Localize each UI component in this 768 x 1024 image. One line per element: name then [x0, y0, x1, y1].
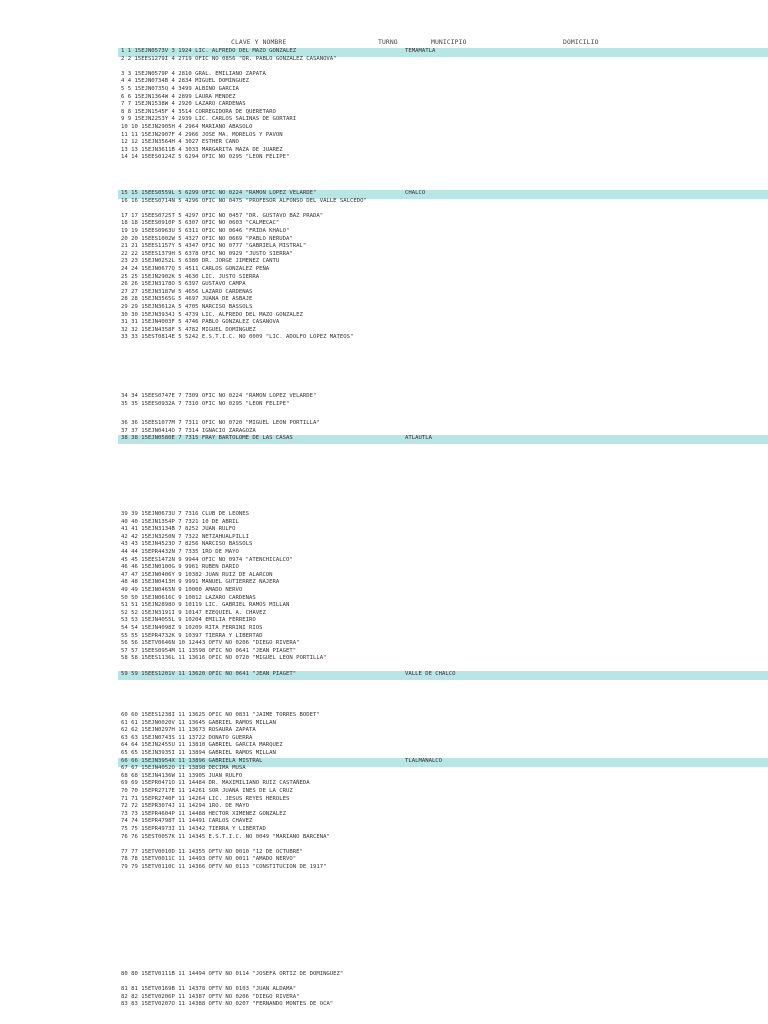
- table-row: [118, 727, 768, 734]
- row-clave-nombre: 49 49 15EJN0465N 9 10000 AMADO NERVO: [121, 587, 243, 593]
- table-row: [118, 811, 768, 818]
- row-clave-nombre: 39 39 15EJN0673U 7 7316 CLUB DE LEONES: [121, 511, 249, 517]
- row-clave-nombre: 78 78 15ETV0011C 11 14493 OFTV NO 0011 "AMADO NERVO": [121, 856, 297, 863]
- row-clave-nombre: 28 28 15EJN3565G 5 4697 JUANA DE ASBAJE: [121, 296, 253, 303]
- row-clave-nombre: 44 44 15EPR4432N 7 7335 1RO DE MAYO: [121, 549, 239, 555]
- row-clave-nombre: 35 35 15EES0932A 7 7310 OFIC NO 0295 "LEON FELIPE": [121, 400, 290, 407]
- table-row: [118, 735, 768, 742]
- table-row: [118, 633, 768, 640]
- row-clave-nombre: 23 23 15EJN0252L 5 6380 DR. JORGE JIMENEZ CANTU: [121, 258, 280, 265]
- row-clave-nombre: 58 58 15EES1136L 11 13616 OFIC NO 0720 "MIGUEL LEON PORTILLA": [121, 655, 327, 662]
- row-clave-nombre: 1 1 15EJN0573V 3 1924 LIC. ALFREDO DEL MAZO GONZALEZ: [121, 48, 297, 54]
- row-clave-nombre: 14 14 15EES0124Z 5 6294 OFIC NO 0295 "LEON FELIPE": [121, 154, 290, 161]
- row-municipio: VALLE DE CHALCO: [405, 670, 456, 677]
- row-clave-nombre: 66 66 15EJN3954X 11 13896 GABRIELA MISTRAL: [121, 757, 263, 764]
- table-row: [118, 534, 768, 541]
- table-row: [118, 86, 768, 93]
- row-clave-nombre: 45 45 15EES1472N 9 9944 OFIC NO 0974 "ATENCHICALCO": [121, 556, 293, 563]
- table-row: [118, 617, 768, 624]
- table-row: [118, 296, 768, 303]
- table-row: [118, 720, 768, 727]
- row-clave-nombre: 56 56 15ETV0646N 10 12443 OFTV NO 0206 "DIEGO RIVERA": [121, 640, 300, 647]
- row-clave-nombre: 59 59 15EES1201V 11 13620 OFIC NO 0641 "JEAN PIAGET": [121, 670, 297, 677]
- table-row: [118, 856, 768, 863]
- row-clave-nombre: 10 10 15EJN2905H 4 2964 MARIANO ABASOLO: [121, 124, 253, 130]
- row-municipio: CHALCO: [405, 190, 426, 196]
- row-municipio: TLALMANALCO: [405, 757, 443, 764]
- row-clave-nombre: 17 17 15EES0725T 5 4297 OFIC NO 0457 "DR. GUSTAVO BAZ PRADA": [121, 212, 324, 219]
- row-clave-nombre: 48 48 15EJN0413H 9 9991 MANUEL GUTIERREZ NAJERA: [121, 579, 280, 586]
- table-row: [118, 742, 768, 749]
- row-clave-nombre: 69 69 15EPR0471O 11 14484 DR. MAXIMILIANO RUIZ CASTAÑEDA: [121, 780, 310, 787]
- table-row: [118, 671, 768, 680]
- table-row: [118, 780, 768, 787]
- row-clave-nombre: 76 76 15EST0057K 11 14345 E.S.T.I.C. NO 0049 "MARIANO BARCENA": [121, 833, 330, 840]
- row-clave-nombre: 67 67 15EJN4052O 11 13898 DECIMA MUSA: [121, 765, 246, 772]
- row-clave-nombre: 4 4 15EJN0734B 4 2834 MIGUEL DOMINGUEZ: [121, 78, 249, 85]
- row-clave-nombre: 30 30 15EJN3934J 5 4739 LIC. ALFREDO DEL MAZO GONZALEZ: [121, 311, 303, 318]
- row-municipio: TEMAMATLA: [405, 48, 436, 54]
- row-clave-nombre: 62 62 15EJN0297H 11 13673 ROSAURA ZAPATA: [121, 727, 256, 734]
- row-clave-nombre: 26 26 15EJN3178O 5 6397 GUSTAVO CAMPA: [121, 281, 246, 288]
- table-row: [118, 994, 768, 1001]
- row-clave-nombre: 60 60 15EES1238I 11 13625 OFIC NO 0831 "JAIME TORRES BODET": [121, 712, 320, 718]
- row-municipio: ATLAUTLA: [405, 435, 432, 442]
- table-row: [118, 124, 768, 131]
- row-clave-nombre: 7 7 15EJN1538W 4 2920 LAZARO CARDENAS: [121, 101, 246, 108]
- row-clave-nombre: 72 72 15EPR3074J 11 14294 1RO. DE MAYO: [121, 803, 249, 810]
- table-row: [118, 220, 768, 227]
- row-clave-nombre: 54 54 15EJN4098Z 9 10209 RITA FERRINI RIOS: [121, 625, 263, 631]
- row-clave-nombre: 24 24 15EJN0677Q 5 4511 CARLOS GONZALEZ PEÑA: [121, 266, 270, 272]
- row-clave-nombre: 43 43 15EJN4523O 7 8256 NARCISO BASSOLS: [121, 541, 253, 548]
- table-row: [118, 243, 768, 250]
- header-turno: TURNO: [378, 38, 398, 46]
- table-row: [118, 572, 768, 579]
- row-clave-nombre: 15 15 15EES0559L 5 6299 OFIC NO 0224 "RAMON LOPEZ VELARDE": [121, 190, 317, 196]
- table-row: [118, 258, 768, 265]
- table-row: [118, 834, 768, 848]
- table-row: [118, 648, 768, 655]
- row-clave-nombre: 22 22 15EES1379H 5 6378 OFIC NO 0929 "JUSTO SIERRA": [121, 250, 293, 257]
- row-clave-nombre: 42 42 15EJN3250N 7 7322 NETZAHUALPILLI: [121, 533, 249, 540]
- table-row: [118, 101, 768, 108]
- table-row: [118, 803, 768, 810]
- row-clave-nombre: 13 13 15EJN3611B 4 3033 MARGARITA MAZA DE JUAREZ: [121, 146, 283, 153]
- table-row: [118, 712, 768, 719]
- row-clave-nombre: 81 81 15ETV0169B 11 14378 OFTV NO 0103 "JUAN ALDAMA": [121, 986, 297, 993]
- table-row: [118, 788, 768, 795]
- table-row: [118, 266, 768, 273]
- row-clave-nombre: 5 5 15EJN0735Q 4 3499 ALBINO GARCIA: [121, 86, 239, 92]
- table-row: [118, 393, 768, 400]
- row-clave-nombre: 79 79 15ETV0110C 11 14366 OFTV NO 0113 "CONSTITUCION DE 1917": [121, 864, 327, 870]
- table-row: [118, 610, 768, 617]
- table-row: [118, 773, 768, 780]
- row-clave-nombre: 65 65 15EJN3935I 11 13894 GABRIEL RAMOS MILLAN: [121, 750, 276, 756]
- table-row: [118, 549, 768, 556]
- table-row: [118, 281, 768, 288]
- table-row: [118, 818, 768, 825]
- row-clave-nombre: 55 55 15EPR4732K 9 10397 TIERRA Y LIBERTAD: [121, 632, 263, 639]
- row-clave-nombre: 19 19 15EES0963U 5 6311 OFIC NO 0646 "FRIDA KHALO": [121, 228, 290, 234]
- header-municipio: MUNICIPIO: [431, 38, 467, 46]
- table-row: [118, 602, 768, 609]
- row-clave-nombre: 83 83 15ETV0207O 11 14388 OFTV NO 0207 "FERNANDO MONTES DE OCA": [121, 1001, 334, 1008]
- table-row: [118, 435, 768, 444]
- table-row: [118, 849, 768, 856]
- table-row: [118, 511, 768, 518]
- row-clave-nombre: 73 73 15EPR4604P 11 14488 HECTOR XIMENEZ GONZALEZ: [121, 810, 287, 817]
- row-clave-nombre: 32 32 15EJN4358F 5 4782 MIGUEL DOMINGUEZ: [121, 326, 256, 333]
- row-clave-nombre: 53 53 15EJN4055L 9 10204 EMILIA FERREIRO: [121, 617, 256, 624]
- row-clave-nombre: 27 27 15EJN3187W 5 4656 LAZARO CARDENAS: [121, 288, 253, 295]
- table-row: [118, 289, 768, 296]
- table-row: [118, 1001, 768, 1015]
- table-row: [118, 864, 768, 878]
- row-clave-nombre: 6 6 15EJN1364W 4 2899 LAURA MENDEZ: [121, 93, 236, 100]
- table-row: [118, 198, 768, 212]
- row-clave-nombre: 18 18 15EES0910P 5 6307 OFIC NO 0603 "CALMECAC": [121, 220, 280, 227]
- row-clave-nombre: 71 71 15EPR2740F 11 14264 LIC. JESUS REYES HEROLES: [121, 795, 290, 802]
- header-clave: CLAVE Y NOMBRE: [231, 38, 287, 46]
- header-domicilio: DOMICILIO: [563, 38, 599, 46]
- row-clave-nombre: 20 20 15EES1002W 5 4327 OFIC NO 0669 "PABLO NERUDA": [121, 235, 293, 242]
- row-clave-nombre: 82 82 15ETV0206P 11 14387 OFTV NO 0206 "DIEGO RIVERA": [121, 993, 300, 1000]
- table-row: [118, 655, 768, 669]
- row-clave-nombre: 36 36 15EES1077M 7 7311 OFIC NO 0720 "MIGUEL LEON PORTILLA": [121, 420, 320, 426]
- table-row: [118, 116, 768, 123]
- table-row: [118, 971, 768, 985]
- row-clave-nombre: 29 29 15EJN3612A 5 4705 NARCISO BASSOLS: [121, 304, 253, 310]
- row-clave-nombre: 31 31 15EJN4003F 5 4746 PABLO GONZALEZ CASANOVA: [121, 319, 280, 326]
- row-clave-nombre: 38 38 15EJN0580E 7 7315 FRAY BARTOLOME DE LAS CASAS: [121, 435, 293, 442]
- row-clave-nombre: 16 16 15EES0714N 5 4296 OFIC NO 0475 "PROFESOR ALFONSO DEL VALLE SALCEDO": [121, 197, 367, 204]
- row-clave-nombre: 68 68 15EJN4136W 11 13905 JUAN RULFO: [121, 772, 243, 779]
- row-clave-nombre: 40 40 15EJN1354P 7 7321 10 DE ABRIL: [121, 518, 239, 525]
- table-row: [118, 986, 768, 993]
- table-row: [118, 132, 768, 139]
- row-clave-nombre: 74 74 15EPR4798T 11 14491 CARLOS CHAVEZ: [121, 818, 253, 825]
- table-row: [118, 228, 768, 235]
- table-row: [118, 750, 768, 757]
- table-row: [118, 304, 768, 311]
- row-clave-nombre: 57 57 15EES0954M 11 13598 OFIC NO 0641 "JEAN PIAGET": [121, 647, 297, 654]
- row-clave-nombre: 75 75 15EPR4973I 11 14342 TIERRA Y LIBERTAD: [121, 826, 266, 832]
- table-row: [118, 56, 768, 70]
- row-clave-nombre: 61 61 15EJN0020V 11 13645 GABRIEL RAMOS MILLAN: [121, 719, 276, 726]
- row-clave-nombre: 70 70 15EPR2717E 11 14261 SOR JUANA INES DE LA CRUZ: [121, 788, 293, 794]
- table-row: [118, 826, 768, 833]
- table-row: [118, 428, 768, 435]
- table-row: [118, 213, 768, 220]
- table-row: [118, 541, 768, 548]
- row-clave-nombre: 47 47 15EJN0406Y 9 10382 JUAN RUIZ DE ALARCON: [121, 571, 273, 578]
- row-clave-nombre: 50 50 15EJN0616C 9 10012 LAZARO CARDENAS: [121, 594, 256, 601]
- table-row: [118, 519, 768, 526]
- table-row: [118, 147, 768, 154]
- table-row: [118, 139, 768, 146]
- table-row: [118, 154, 768, 161]
- table-row: [118, 557, 768, 564]
- row-clave-nombre: 52 52 15EJN3191I 9 10147 EZEQUIEL A. CHAVEZ: [121, 609, 266, 616]
- row-clave-nombre: 25 25 15EJN2902K 5 4630 LIC. JUSTO SIERRA: [121, 273, 260, 280]
- row-clave-nombre: 51 51 15EJN2898O 9 10119 LIC. GABRIEL RAMOS MILLAN: [121, 602, 290, 609]
- table-row: [118, 274, 768, 281]
- row-clave-nombre: 37 37 15EJN0414O 7 7314 IGNACIO ZARAGOZA: [121, 427, 256, 434]
- table-row: [118, 625, 768, 632]
- table-row: [118, 327, 768, 334]
- table-row: [118, 236, 768, 243]
- table-row: [118, 251, 768, 258]
- row-clave-nombre: 80 80 15ETV0111B 11 14494 OFTV NO 0114 "JOSEFA ORTIZ DE DOMINGUEZ": [121, 971, 344, 977]
- table-row: [118, 94, 768, 101]
- row-clave-nombre: 64 64 15EJN2455U 11 13810 GABRIEL GARCIA MARQUEZ: [121, 742, 283, 749]
- table-row: [118, 334, 768, 348]
- table-row: [118, 579, 768, 586]
- row-clave-nombre: 2 2 15EES1279I 4 2719 OFIC NO 0856 "DR. PABLO GONZALEZ CASANOVA": [121, 55, 337, 62]
- row-clave-nombre: 41 41 15EJN3134B 7 8252 JUAN RULFO: [121, 526, 236, 533]
- table-row: [118, 595, 768, 602]
- table-row: [118, 420, 768, 427]
- row-clave-nombre: 77 77 15ETV0010D 11 14355 OFTV NO 0010 "12 DE OCTUBRE": [121, 848, 303, 855]
- row-clave-nombre: 46 46 15EJN0100G 9 9961 RUBEN DARIO: [121, 564, 239, 571]
- table-row: [118, 564, 768, 571]
- row-clave-nombre: 12 12 15EJN3564H 4 3027 ESTHER CANO: [121, 139, 239, 146]
- table-row: [118, 109, 768, 116]
- table-row: [118, 319, 768, 326]
- table-row: [118, 640, 768, 647]
- table-row: [118, 401, 768, 408]
- row-clave-nombre: 34 34 15EES0747E 7 7309 OFIC NO 0224 "RAMON LOPEZ VELARDE": [121, 393, 317, 399]
- table-row: [118, 765, 768, 772]
- table-row: [118, 71, 768, 78]
- row-clave-nombre: 63 63 15EJN0743S 11 13722 DONATO GUERRA: [121, 734, 253, 741]
- row-clave-nombre: 33 33 15EST0814E 5 5242 E.S.T.I.C. NO 0009 "LIC. ADOLFO LOPEZ MATEOS": [121, 334, 354, 341]
- row-clave-nombre: 3 3 15EJN0579P 4 2810 GRAL. EMILIANO ZAPATA: [121, 70, 266, 77]
- table-row: [118, 796, 768, 803]
- row-clave-nombre: 11 11 15EJN2907F 4 2966 JOSE MA. MORELOS Y PAVON: [121, 131, 283, 138]
- table-row: [118, 526, 768, 533]
- table-row: [118, 312, 768, 319]
- row-clave-nombre: 9 9 15EJN2253Y 4 2939 LIC. CARLOS SALINAS DE GORTARI: [121, 116, 297, 123]
- row-clave-nombre: 8 8 15EJN1545F 4 3514 CORREGIDORA DE QUERETARO: [121, 108, 276, 115]
- table-row: [118, 587, 768, 594]
- table-row: [118, 78, 768, 85]
- row-clave-nombre: 21 21 15EES1157Y 5 4347 OFIC NO 0777 "GABRIELA MISTRAL": [121, 243, 307, 250]
